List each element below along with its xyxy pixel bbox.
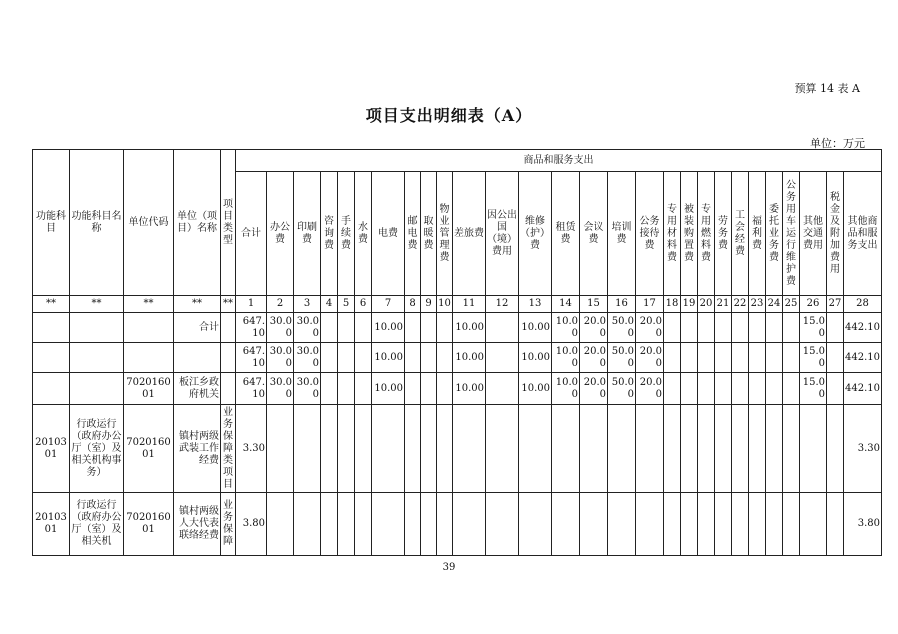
header-cell: 委托业务费: [766, 172, 783, 296]
table-cell: [519, 405, 552, 493]
index-cell: 15: [580, 296, 608, 313]
header-cell: 其他商品和服务支出: [844, 172, 882, 296]
index-cell: 16: [608, 296, 636, 313]
header-cell: 被装购置费: [681, 172, 698, 296]
group-header: 商品和服务支出: [236, 150, 882, 172]
index-cell: 24: [766, 296, 783, 313]
index-cell: 4: [321, 296, 338, 313]
table-cell: [766, 313, 783, 343]
index-cell: 19: [681, 296, 698, 313]
table-cell: [766, 405, 783, 493]
header-cell: 印刷费: [294, 172, 321, 296]
header-cell: 因公出国（境）费用: [486, 172, 519, 296]
table-cell: [221, 373, 236, 405]
header-cell: 税金及附加费用: [827, 172, 844, 296]
table-cell: 50.00: [608, 373, 636, 405]
header-cell: 差旅费: [453, 172, 486, 296]
table-cell: [421, 313, 437, 343]
table-cell: [749, 493, 766, 556]
table-cell: [70, 373, 124, 405]
table-cell: 3.80: [236, 493, 267, 556]
table-row: [33, 343, 882, 373]
table-cell: [486, 373, 519, 405]
table-cell: [294, 493, 321, 556]
table-cell: 20.00: [636, 313, 664, 343]
table-cell: 2010301: [33, 493, 70, 556]
index-cell: 11: [453, 296, 486, 313]
table-cell: [732, 405, 749, 493]
table-cell: 10.00: [372, 343, 405, 373]
table-cell: [321, 493, 338, 556]
table-cell: [486, 313, 519, 343]
table-cell: [405, 493, 421, 556]
table-cell: [338, 405, 355, 493]
table-row: [33, 493, 882, 556]
table-row: [33, 313, 882, 343]
table-cell: 业务保障类项目: [221, 405, 236, 493]
header-cell: 单位代码: [124, 150, 174, 296]
header-cell: 办公费: [267, 172, 294, 296]
table-cell: 10.00: [453, 313, 486, 343]
table-cell: [732, 343, 749, 373]
table-cell: 20.00: [580, 373, 608, 405]
table-cell: [355, 405, 372, 493]
table-cell: [636, 405, 664, 493]
table-row: [33, 373, 882, 405]
table-cell: [355, 313, 372, 343]
table-cell: [732, 373, 749, 405]
table-cell: [437, 343, 453, 373]
table-cell: [33, 343, 70, 373]
table-cell: 10.00: [519, 313, 552, 343]
table-cell: [321, 313, 338, 343]
table-cell: 20.00: [636, 373, 664, 405]
index-cell: 23: [749, 296, 766, 313]
table-cell: 10.00: [453, 373, 486, 405]
table-cell: 30.00: [267, 343, 294, 373]
table-cell: 30.00: [294, 373, 321, 405]
header-cell: 维修（护）费: [519, 172, 552, 296]
table-cell: 647.10: [236, 373, 267, 405]
table-cell: [355, 343, 372, 373]
header-cell: 咨询费: [321, 172, 338, 296]
table-cell: [421, 343, 437, 373]
table-cell: [294, 405, 321, 493]
header-cell: 物业管理费: [437, 172, 453, 296]
table-cell: [681, 343, 698, 373]
table-cell: 2010301: [33, 405, 70, 493]
table-cell: 10.00: [519, 373, 552, 405]
table-cell: [486, 343, 519, 373]
table-cell: 30.00: [267, 373, 294, 405]
table-cell: [749, 373, 766, 405]
table-cell: [698, 373, 715, 405]
table-cell: 10.00: [453, 343, 486, 373]
index-cell: **: [174, 296, 221, 313]
header-cell: 合计: [236, 172, 267, 296]
table-row: [33, 405, 882, 493]
header-cell: 其他交通费用: [800, 172, 827, 296]
table-cell: 3.30: [236, 405, 267, 493]
table-cell: [437, 373, 453, 405]
table-cell: [698, 405, 715, 493]
table-cell: [749, 343, 766, 373]
table-cell: [783, 313, 800, 343]
table-cell: [681, 373, 698, 405]
table-cell: 板江乡政府机关: [174, 373, 221, 405]
header-cell: 公务接待费: [636, 172, 664, 296]
table-cell: [715, 493, 732, 556]
unit-label: 单位：万元: [810, 137, 865, 150]
table-cell: [698, 343, 715, 373]
header-cell: 劳务费: [715, 172, 732, 296]
table-cell: [664, 343, 681, 373]
table-cell: 702016001: [124, 405, 174, 493]
header-cell: 培训费: [608, 172, 636, 296]
index-cell: 20: [698, 296, 715, 313]
header-cell: 工会经费: [732, 172, 749, 296]
table-cell: 10.00: [519, 343, 552, 373]
index-cell: 2: [267, 296, 294, 313]
table-cell: [766, 493, 783, 556]
table-cell: [33, 373, 70, 405]
table-cell: 442.10: [844, 373, 882, 405]
table-cell: [267, 493, 294, 556]
table-cell: [405, 313, 421, 343]
table-cell: [715, 405, 732, 493]
index-cell: 1: [236, 296, 267, 313]
table-cell: 30.00: [294, 313, 321, 343]
page-title: 项目支出明细表（A）: [365, 106, 533, 125]
table-cell: [783, 493, 800, 556]
index-cell: **: [70, 296, 124, 313]
table-cell: 3.30: [844, 405, 882, 493]
header-cell: 公务用车运行维护费: [783, 172, 800, 296]
table-cell: [338, 343, 355, 373]
table-cell: [552, 493, 580, 556]
table-cell: 15.00: [800, 343, 827, 373]
table-cell: [827, 405, 844, 493]
header-cell: 邮电费: [405, 172, 421, 296]
table-cell: [221, 343, 236, 373]
header-cell: 单位（项目）名称: [174, 150, 221, 296]
table-cell: [681, 493, 698, 556]
table-cell: 15.00: [800, 313, 827, 343]
table-cell: [486, 493, 519, 556]
table-cell: [124, 343, 174, 373]
header-cell: 功能科目名称: [70, 150, 124, 296]
table-cell: [453, 405, 486, 493]
table-cell: 30.00: [294, 343, 321, 373]
table-cell: [732, 313, 749, 343]
index-cell: 25: [783, 296, 800, 313]
table-cell: 行政运行（政府办公厅（室）及相关机: [70, 493, 124, 556]
table-cell: [338, 373, 355, 405]
table-cell: [437, 405, 453, 493]
table-cell: [70, 313, 124, 343]
table-cell: [827, 493, 844, 556]
table-cell: 10.00: [372, 373, 405, 405]
table-cell: [33, 313, 70, 343]
table-cell: [749, 313, 766, 343]
table-cell: [698, 493, 715, 556]
table-cell: [749, 405, 766, 493]
table-cell: [766, 343, 783, 373]
table-cell: [698, 313, 715, 343]
table-cell: 50.00: [608, 313, 636, 343]
index-cell: 26: [800, 296, 827, 313]
index-cell: 28: [844, 296, 882, 313]
table-cell: [421, 373, 437, 405]
header-cell: 专用材料费: [664, 172, 681, 296]
table-cell: [321, 343, 338, 373]
table-cell: [267, 405, 294, 493]
index-cell: 22: [732, 296, 749, 313]
table-cell: [732, 493, 749, 556]
index-cell: 12: [486, 296, 519, 313]
expense-table: [32, 149, 882, 556]
table-cell: 442.10: [844, 313, 882, 343]
header-cell: 功能科目: [33, 150, 70, 296]
header-cell: 会议费: [580, 172, 608, 296]
index-cell: **: [33, 296, 70, 313]
table-cell: [405, 343, 421, 373]
header-cell: 福利费: [749, 172, 766, 296]
table-cell: 647.10: [236, 313, 267, 343]
table-cell: [437, 493, 453, 556]
table-cell: [372, 405, 405, 493]
table-cell: [664, 373, 681, 405]
table-cell: [174, 343, 221, 373]
table-cell: [552, 405, 580, 493]
table-cell: [124, 313, 174, 343]
table-cell: 10.00: [372, 313, 405, 343]
table-cell: [783, 343, 800, 373]
table-cell: 合计: [174, 313, 221, 343]
table-cell: [827, 343, 844, 373]
index-cell: 10: [437, 296, 453, 313]
table-cell: [608, 493, 636, 556]
table-cell: [715, 343, 732, 373]
table-cell: [800, 493, 827, 556]
index-cell: 18: [664, 296, 681, 313]
table-cell: [783, 405, 800, 493]
table-cell: [355, 493, 372, 556]
index-cell: 5: [338, 296, 355, 313]
index-cell: 21: [715, 296, 732, 313]
table-cell: [355, 373, 372, 405]
table-cell: 702016001: [124, 373, 174, 405]
table-cell: [321, 405, 338, 493]
index-cell: 8: [405, 296, 421, 313]
table-cell: [580, 405, 608, 493]
table-cell: [608, 405, 636, 493]
table-cell: 20.00: [636, 343, 664, 373]
table-cell: [827, 313, 844, 343]
table-cell: 50.00: [608, 343, 636, 373]
index-cell: **: [221, 296, 236, 313]
table-cell: 10.00: [552, 373, 580, 405]
table-cell: [681, 405, 698, 493]
table-cell: [372, 493, 405, 556]
table-cell: [70, 343, 124, 373]
table-cell: [681, 313, 698, 343]
header-cell: 项目类型: [221, 150, 236, 296]
index-cell: **: [124, 296, 174, 313]
table-cell: 3.80: [844, 493, 882, 556]
table-cell: [221, 313, 236, 343]
table-cell: 行政运行（政府办公厅（室）及相关机构事务）: [70, 405, 124, 493]
header-cell: 手续费: [338, 172, 355, 296]
table-cell: 10.00: [552, 313, 580, 343]
table-cell: 镇村两级武装工作经费: [174, 405, 221, 493]
table-cell: [715, 313, 732, 343]
table-cell: [453, 493, 486, 556]
index-cell: 27: [827, 296, 844, 313]
table-cell: [664, 313, 681, 343]
table-cell: [783, 373, 800, 405]
table-cell: [405, 405, 421, 493]
table-cell: [405, 373, 421, 405]
table-cell: [338, 493, 355, 556]
header-cell: 取暖费: [421, 172, 437, 296]
index-cell: 17: [636, 296, 664, 313]
table-cell: 20.00: [580, 313, 608, 343]
table-cell: [636, 493, 664, 556]
table-cell: 20.00: [580, 343, 608, 373]
table-cell: 702016001: [124, 493, 174, 556]
table-code: 预算 14 表 A: [794, 82, 860, 95]
table-cell: [580, 493, 608, 556]
table-cell: [800, 405, 827, 493]
table-cell: 10.00: [552, 343, 580, 373]
index-cell: 13: [519, 296, 552, 313]
table-cell: [715, 373, 732, 405]
table-cell: [321, 373, 338, 405]
table-cell: [338, 313, 355, 343]
table-cell: [827, 373, 844, 405]
table-cell: 镇村两级人大代表联络经费: [174, 493, 221, 556]
table-cell: 442.10: [844, 343, 882, 373]
table-cell: [664, 405, 681, 493]
index-cell: 3: [294, 296, 321, 313]
page-number: 39: [442, 562, 456, 573]
table-cell: [486, 405, 519, 493]
header-cell: 水费: [355, 172, 372, 296]
header-cell: 专用燃料费: [698, 172, 715, 296]
table-cell: [664, 493, 681, 556]
table-cell: [421, 493, 437, 556]
table-cell: [766, 373, 783, 405]
table-cell: [519, 493, 552, 556]
index-cell: 7: [372, 296, 405, 313]
table-cell: 647.10: [236, 343, 267, 373]
table-cell: 30.00: [267, 313, 294, 343]
index-cell: 9: [421, 296, 437, 313]
table-cell: [437, 313, 453, 343]
header-cell: 租赁费: [552, 172, 580, 296]
index-cell: 14: [552, 296, 580, 313]
table-cell: 15.00: [800, 373, 827, 405]
table-cell: 业务保障: [221, 493, 236, 556]
header-cell: 电费: [372, 172, 405, 296]
table-cell: [421, 405, 437, 493]
index-cell: 6: [355, 296, 372, 313]
